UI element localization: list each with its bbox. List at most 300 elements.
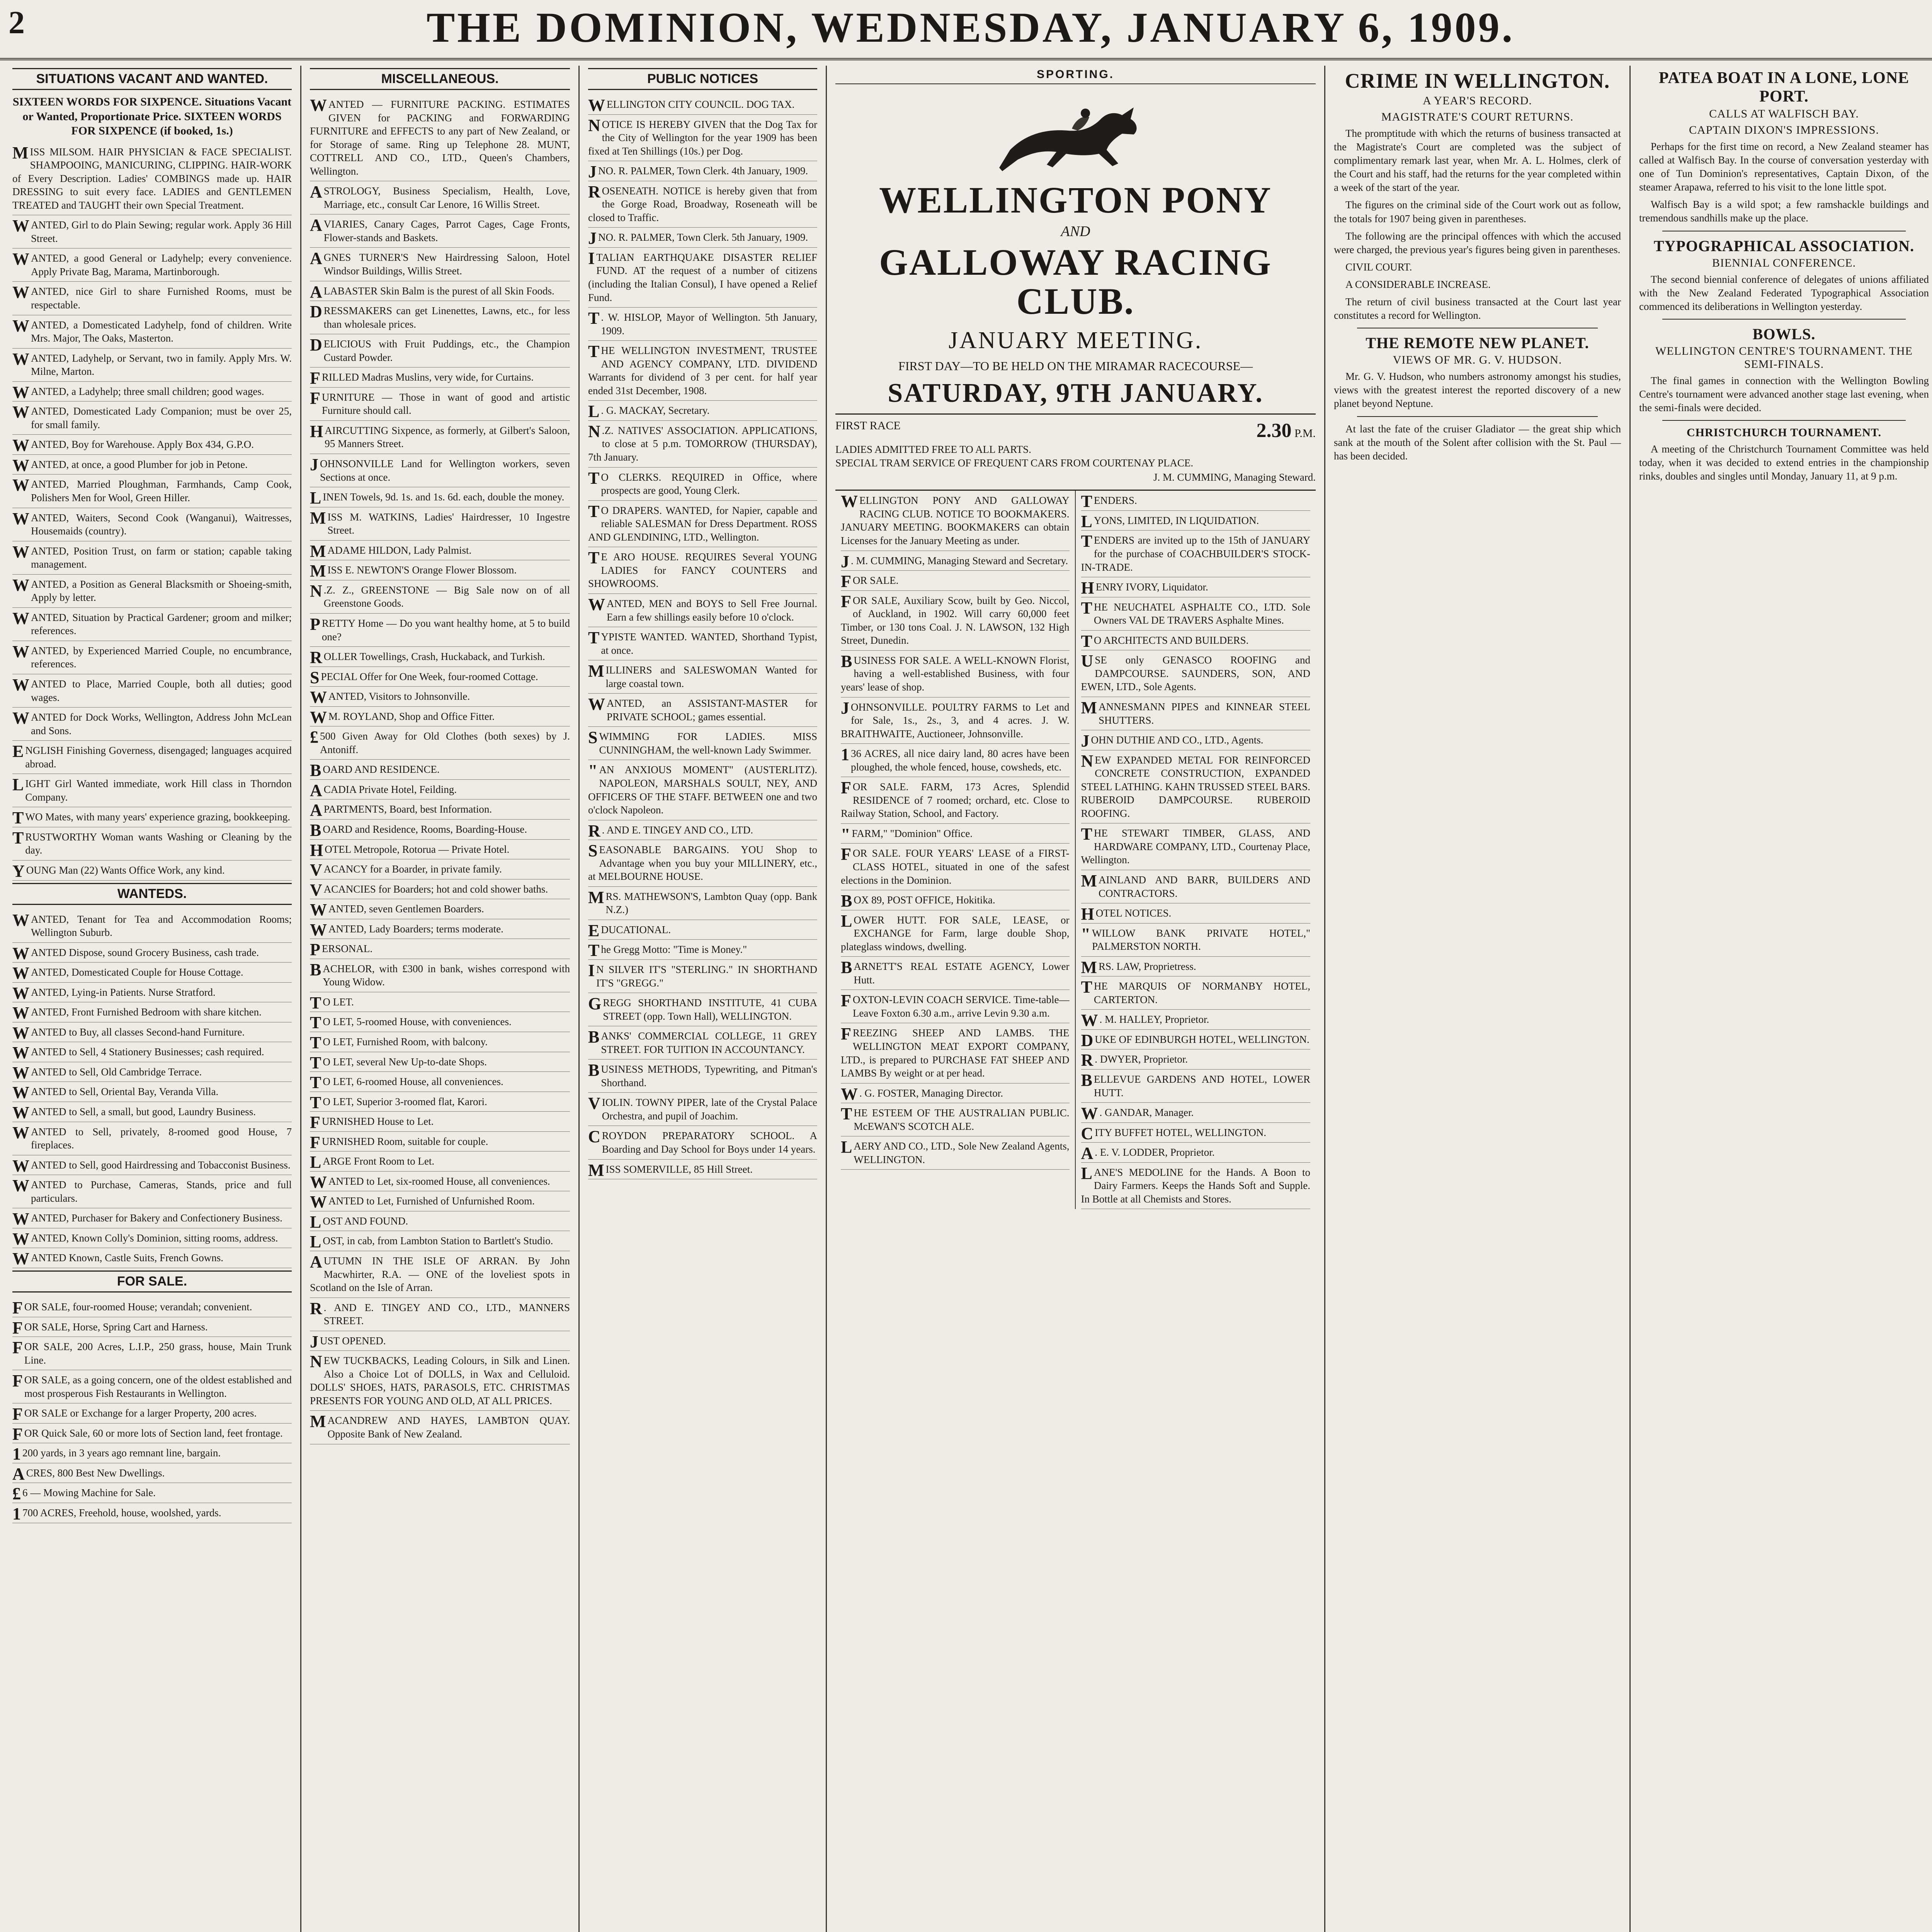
article-subtitle: A YEAR'S RECORD. [1423,94,1532,107]
ad-text: OST, in cab, from Lambton Station to Bartlett's Studio. [323,1235,553,1247]
classified-ad [588,547,817,594]
classified-ad [1081,511,1311,531]
ad-text: he Gregg Motto: "Time is Money." [601,944,747,956]
classified-ad [588,940,817,960]
classified-ad [310,840,570,860]
ad-text: UTUMN IN THE ISLE OF ARRAN. By John Macwhirter, R.A. — ONE of the loveliest spots in Scotland on the Isle of Arran. [310,1255,570,1294]
ad-text: ANTED to Sell, 4 Stationery Businesses; cash required. [31,1046,264,1058]
classified-ad [588,960,817,993]
ad-text: OTEL NOTICES. [1095,907,1172,919]
drop-capital: W [12,476,29,495]
classified-ad [841,491,1070,551]
ad-text: HE WELLINGTON INVESTMENT, TRUSTEE AND AGENCY COMPANY, LTD. DIVIDEND Warrants for dividend of 3 per cent. for half year ended 31st December, 1908. [588,345,817,396]
ad-text: ROYDON PREPARATORY SCHOOL. A Boarding and Day School for Boys under 14 years. [602,1130,817,1155]
drop-capital: F [841,572,851,591]
drop-capital: L [310,1153,321,1172]
ad-text: ANTED Known, Castle Suits, French Gowns. [31,1252,223,1264]
drop-capital: 1 [12,1444,21,1464]
drop-capital: T [588,628,600,648]
ad-text: OARD AND RESIDENCE. [323,764,440,776]
ad-text: ENRY IVORY, Liquidator. [1095,581,1208,593]
classified-ad [310,1151,570,1172]
ad-list [12,910,292,1268]
ad-text: OXTON-LEVIN COACH SERVICE. Time-table—Leave Foxton 6.30 a.m., arrive Levin 9.30 a.m. [852,994,1070,1019]
ad-text: EASONABLE BARGAINS. YOU Shop to Advantage when you buy your MILLINERY, etc., at MELBOURNE HOUSE. [588,844,817,883]
classified-ad [12,541,292,575]
classified-ad [1081,597,1311,631]
ad-text: SE only GENASCO ROOFING and DAMPCOURSE. SAUNDERS, SON, AND EWEN, LTD., Sole Agents. [1081,654,1310,693]
ad-text: OR Quick Sale, 60 or more lots of Section land, feet frontage. [24,1427,283,1439]
ad-text: NGLISH Finishing Governess, disengaged; languages acquired abroad. [25,745,292,770]
first-race-time: 2.30 [1256,420,1292,442]
ad-text: OST AND FOUND. [323,1215,408,1227]
drop-capital: D [310,302,322,321]
ad-text: UST OPENED. [320,1335,386,1347]
classified-ad [1081,631,1311,651]
ad-text: ANTED, at once, a good Plumber for job in Petone. [31,458,248,470]
drop-capital: W [12,1229,29,1248]
drop-capital: P [310,940,320,959]
ad-text: ANTED, Situation by Practical Gardener; groom and milker; references. [31,611,292,637]
paragraph: Walfisch Bay is a wild spot; a few ramshackle buildings and tremendous sandhills make up the place. [1639,199,1929,224]
drop-capital: T [588,548,600,568]
drop-capital: J [310,1332,318,1351]
tram-note: SPECIAL TRAM SERVICE OF FREQUENT CARS FROM COURTENAY PLACE. [835,457,1194,469]
ad-text: INEN Towels, 9d. 1s. and 1s. 6d. each, double the money. [323,491,565,503]
drop-capital: A [310,216,322,235]
column-miscellaneous [301,66,580,1932]
drop-capital: W [12,383,29,402]
classified-ad [310,1211,570,1231]
paragraph: CIVIL COURT. [1345,261,1412,273]
classified-ad [841,1136,1070,1170]
classified-ad [1081,730,1311,750]
classified-ad [1081,1163,1311,1209]
classified-ad [310,367,570,388]
gladiator-text: At last the fate of the cruiser Gladiator — the great ship which sank at the mouth of the Solent after collision with the St. Paul — has been decided. [1334,423,1621,462]
drop-capital: B [310,820,321,840]
classified-ad [12,1122,292,1155]
classified-ad [1081,750,1311,824]
drop-capital: F [841,991,851,1010]
classified-ad [12,349,292,382]
ad-text: 500 Given Away for Old Clothes (both sexes) by J. Antoniff. [320,730,570,755]
typo-title: TYPOGRAPHICAL ASSOCIATION. [1653,237,1915,255]
drop-capital: W [310,1172,327,1192]
classified-ad [310,301,570,334]
drop-capital: T [1081,598,1092,617]
ad-text: ANTED to Place, Married Couple, both all duties; good wages. [31,678,292,703]
newspaper-title: THE DOMINION, WEDNESDAY, JANUARY 6, 1909. [426,4,1515,51]
ad-text: ACANCIES for Boarders; hot and cold shower baths. [323,883,548,895]
bowls-subtitle: WELLINGTON CENTRE'S TOURNAMENT. THE SEMI-FINALS. [1655,344,1913,371]
ad-list-right [1076,491,1316,1209]
drop-capital: W [12,1209,29,1229]
drop-capital: W [12,1156,29,1175]
drop-capital: T [588,468,600,488]
ad-text: OARD and Residence, Rooms, Boarding-House. [323,823,527,835]
divider [1662,420,1906,421]
ad-text: .Z. Z., GREENSTONE — Big Sale now on of all Greenstone Goods. [323,584,570,609]
classified-ad [588,1026,817,1060]
classified-ad [310,859,570,879]
ad-text: USINESS FOR SALE. A WELL-KNOWN Florist, having a well-established Business, with four years' lease of shop. [841,654,1070,693]
section-heading: FOR SALE. [12,1270,292,1293]
classified-ad [841,910,1070,957]
ad-text: HE MARQUIS OF NORMANBY HOTEL, CARTERTON. [1094,980,1310,1005]
ad-text: ISS MILSOM. HAIR PHYSICIAN & FACE SPECIALIST. SHAMPOOING, MANICURING, CLIPPING. HAIR-WORK of Every Description. Ladies' COMBINGS made up. HAIR DRESSING to suit every face. LADIES and GENTLEMEN TREATED and TAUGHT their own Special Treatment. [12,146,292,211]
rates-note: SIXTEEN WORDS FOR SIXPENCE. Situations Vacant or Wanted, Proportionate Price. SIXTEEN WORDS FOR SIXPENCE (if booked, 1s.) [12,95,292,137]
classified-ad [310,248,570,281]
ad-text: ELICIOUS with Fruit Puddings, etc., the Champion Custard Powder. [323,338,570,363]
ad-text: ANTED to Let, Furnished of Unfurnished Room. [328,1195,535,1207]
classified-ad [588,161,817,181]
ad-text: ARGE Front Room to Let. [323,1155,435,1167]
ad-text: ANTED to Sell, Old Cambridge Terrace. [31,1066,202,1078]
classified-ad [310,580,570,614]
ad-text: ANTED, seven Gentlemen Boarders. [328,903,484,915]
ad-text: OR SALE, as a going concern, one of the oldest established and most prosperous Fish Restaurants in Wellington. [24,1374,292,1399]
ad-text: ANTED, Visitors to Johnsonville. [328,690,470,702]
drop-capital: W [588,695,605,714]
classified-ad [588,660,817,694]
classified-ad [588,760,817,820]
ad-text: RESSMAKERS can get Linenettes, Lawns, etc., for less than wholesale prices. [323,305,570,330]
ad-text: ITY BUFFET HOTEL, WELLINGTON. [1095,1126,1266,1138]
ad-text: OR SALE, Horse, Spring Cart and Harness. [24,1321,208,1333]
ad-text: RS. LAW, Proprietress. [1099,960,1196,972]
classified-ad [310,1231,570,1251]
racehorse-illustration [995,92,1157,177]
ad-text: OTICE IS HEREBY GIVEN that the Dog Tax for the City of Wellington for the year 1909 has been fixed at Ten Shillings (10s.) per Dog. [588,118,817,157]
drop-capital: V [588,1094,600,1113]
ad-text: ANTED to Sell, Oriental Bay, Veranda Villa. [31,1086,219,1098]
classified-ad [310,1052,570,1072]
drop-capital: W [12,1043,29,1063]
club-name-line2: GALLOWAY RACING CLUB. [879,241,1272,322]
drop-capital: M [1081,698,1097,717]
drop-capital: R [310,1299,322,1318]
drop-capital: W [12,675,29,694]
classified-ad [841,571,1070,591]
ad-text: N SILVER IT'S "STERLING." IN SHORTHAND IT'S "GREGG." [596,963,817,989]
ad-text: ANTED, a Ladyhelp; three small children; good wages. [31,385,264,397]
classified-ad [841,591,1070,651]
drop-capital: W [12,403,29,422]
classified-ad [310,388,570,421]
classified-ad [12,707,292,741]
ad-text: 200 yards, in 3 years ago remnant line, bargain. [22,1447,221,1459]
classified-ad [12,1102,292,1122]
classified-ad [588,95,817,115]
classified-ad [310,1251,570,1298]
classified-ad [310,667,570,687]
classified-ad [12,910,292,943]
classified-ad [1081,1070,1311,1103]
drop-capital: B [310,960,321,979]
classified-ad [12,963,292,983]
drop-capital: J [841,552,849,571]
classified-ad [841,744,1070,777]
drop-capital: L [588,402,600,421]
ad-text: PARTMENTS, Board, best Information. [323,803,492,815]
drop-capital: B [1081,1070,1092,1090]
classified-ad [310,780,570,800]
ad-text: LABASTER Skin Balm is the purest of all Skin Foods. [323,285,554,297]
drop-capital: W [12,283,29,302]
drop-capital: R [310,648,322,667]
drop-capital: W [12,1063,29,1082]
ad-text: AN ANXIOUS MOMENT" (AUSTERLITZ). NAPOLEON, MARSHALS SOULT, NEY, AND OFFICERS OF THE STAFF. BETWEEN one and two o'clock Napoleon. [588,764,817,816]
ad-text: O LET, 6-roomed House, all conveniences. [323,1076,503,1088]
drop-capital: H [1081,905,1094,924]
ad-text: 36 ACRES, all nice dairy land, 80 acres have been ploughed, the whole fenced, house, cowsheds, etc. [851,748,1070,773]
classified-ad [588,993,817,1026]
classified-ad [310,1351,570,1411]
classified-ad [310,879,570,900]
drop-capital: W [12,944,29,963]
drop-capital: M [588,888,604,907]
drop-capital: L [1081,512,1092,531]
drop-capital: N [310,1352,322,1371]
first-race-pm: P.M. [1294,427,1316,440]
ad-text: EW EXPANDED METAL FOR REINFORCED CONCRETE CONSTRUCTION, EXPANDED STEEL LATHING. KAHN TRUSSED STEEL BARS. RUBEROID DAMPCOURSE. RUBEROID ROOFING. [1081,754,1310,819]
drop-capital: G [588,994,602,1014]
section-heading: MISCELLANEOUS. [310,68,570,90]
classified-ad [1081,823,1311,870]
ad-text: OLLER Towellings, Crash, Huckaback, and Turkish. [323,651,545,663]
classified-ad [12,983,292,1003]
classified-ad [310,181,570,214]
ad-text: . M. CUMMING, Managing Steward and Secretary. [851,554,1068,566]
drop-capital: N [588,116,600,135]
drop-capital: W [12,1249,29,1269]
ad-text: ANTED, Ladyhelp, or Servant, two in family. Apply Mrs. W. Milne, Marton. [31,352,292,378]
ad-text: OR SALE, 200 Acres, L.I.P., 250 grass, house, Main Trunk Line. [24,1341,292,1366]
drop-capital: S [588,841,598,861]
ad-text: OR SALE. FOUR YEARS' LEASE of a FIRST-CLASS HOTEL, situated in one of the safest elections in the Dominion. [841,847,1070,886]
ad-list [588,95,817,1179]
ad-text: ANTED, an ASSISTANT-MASTER for PRIVATE SCHOOL; games essential. [607,697,817,723]
classified-ad [1081,1103,1311,1123]
drop-capital: T [588,342,600,361]
classified-ad [310,687,570,707]
classified-ad [12,1463,292,1483]
drop-capital: L [310,488,321,508]
drop-capital: 1 [841,745,849,764]
drop-capital: H [310,840,323,860]
drop-capital: V [310,861,322,880]
ad-text: YONS, LIMITED, IN LIQUIDATION. [1094,514,1259,526]
ad-text: OR SALE. FARM, 173 Acres, Splendid RESIDENCE of 7 roomed; orchard, etc. Close to Railway Station, School, and Factory. [841,781,1070,820]
drop-capital: Y [12,862,25,881]
drop-capital: T [310,1013,321,1032]
paragraph: The figures on the criminal side of the Court work out as follow, the totals for 1907 being given in parentheses. [1334,199,1621,224]
classified-ad [1081,976,1311,1010]
drop-capital: T [12,808,24,828]
classified-ad [310,1092,570,1112]
classified-ad [12,282,292,315]
drop-capital: W [12,575,29,595]
ad-text: REEZING SHEEP AND LAMBS. THE WELLINGTON MEAT EXPORT COMPANY, LTD., is prepared to PURCHASE FAT SHEEP AND LAMBS By weight or at per head. [841,1027,1070,1079]
classified-ad [310,541,570,561]
classified-ad [310,1331,570,1351]
drop-capital: T [841,1104,852,1124]
christchurch-title: CHRISTCHURCH TOURNAMENT. [1686,426,1882,439]
ad-text: ANTED to Buy, all classes Second-hand Furniture. [31,1026,245,1038]
classified-ad [310,1032,570,1052]
ad-text: ANTED, Waiters, Second Cook (Wanganui), Waitresses, Housemaids (country). [31,512,292,537]
ad-text: FARM," "Dominion" Office. [852,827,973,839]
section-heading: PUBLIC NOTICES [588,68,817,90]
classified-ad [1081,903,1311,923]
ad-text: . GANDAR, Manager. [1099,1107,1194,1119]
ad-text: OTEL Metropole, Rotorua — Private Hotel. [325,843,510,855]
drop-capital: F [310,1133,320,1152]
drop-capital: A [310,1252,322,1271]
ad-text: ELLINGTON PONY AND GALLOWAY RACING CLUB. NOTICE TO BOOKMAKERS. JANUARY MEETING. BOOKMAKERS can obtain Licenses for the January Meeting as under. [841,495,1070,547]
drop-capital: B [310,761,321,780]
ad-text: ANTED, nice Girl to share Furnished Rooms, must be respectable. [31,286,292,311]
section-heading: SITUATIONS VACANT AND WANTED. [12,68,292,90]
classified-ad [12,142,292,216]
planet-text: Mr. G. V. Hudson, who numbers astronomy amongst his studies, views with the greatest interest the reported discovery of a new planet beyond Neptune. [1334,371,1621,410]
meeting-title: JANUARY MEETING. [948,327,1203,354]
drop-capital: J [588,162,597,182]
ad-text: ANTED, Boy for Warehouse. Apply Box 434, G.P.O. [31,439,254,451]
ad-text: OSENEATH. NOTICE is hereby given that from the Gorge Road, Broadway, Roseneath will be closed to Traffic. [588,185,817,223]
ad-text: EW TUCKBACKS, Leading Colours, in Silk and Linen. Also a Choice Lot of DOLLS, in Wax and Celluloid. DOLLS' SHOES, HATS, PARASOLS, ETC. CHRISTMAS PRESENTS FOR YOUNG AND OLD, AT ALL PRICES. [310,1355,570,1406]
ad-text: ANTED, a Position as General Blacksmith or Shoeing-smith, Apply by letter. [31,578,292,604]
ad-text: TALIAN EARTHQUAKE DISASTER RELIEF FUND. AT the request of a number of citizens (including the Italian Consul), I have opened a Relief Fund. [588,251,817,303]
drop-capital: M [1081,957,1097,977]
drop-capital: F [12,1405,23,1424]
bowls-title: BOWLS. [1752,325,1816,343]
classified-ad [12,248,292,282]
ad-text: URNISHED Room, suitable for couple. [321,1135,488,1147]
classified-ad [588,727,817,760]
classified-ad [1081,1123,1311,1143]
bowls-text: The final games in connection with the Wellington Bowling Centre's tournament were advanced another stage last evening, when the semi-finals were decided. [1639,374,1929,414]
drop-capital: F [12,1298,23,1317]
drop-capital: W [310,707,327,727]
drop-capital: T [310,993,321,1012]
classified-ad [588,421,817,468]
ad-text: NO. R. PALMER, Town Clerk. 4th January, 1909. [598,165,808,177]
ad-text: AIRCUTTING Sixpence, as formerly, at Gilbert's Saloon, 95 Manners Street. [325,424,570,450]
drop-capital: F [12,1318,23,1337]
ad-text: O LET, Furnished Room, with balcony. [323,1036,488,1048]
ad-text: OR SALE, four-roomed House; verandah; convenient. [24,1301,252,1313]
planet-subtitle: VIEWS OF MR. G. V. HUDSON. [1393,354,1562,367]
meeting-date: SATURDAY, 9TH JANUARY. [835,378,1316,415]
classified-ad [588,694,817,727]
drop-capital: W [12,509,29,528]
classified-ad [12,1022,292,1043]
ad-text: WILLOW BANK PRIVATE HOTEL," PALMERSTON NORTH. [1092,927,1310,952]
classified-ad [588,920,817,940]
classified-ad [1081,1049,1311,1070]
classified-ad [12,641,292,674]
drop-capital: W [310,920,327,939]
classified-ad [12,861,292,881]
ad-text: ANTED, a Domesticated Ladyhelp, fond of children. Write Mrs. Major, The Oaks, Masterton. [31,319,292,344]
ad-list [310,95,570,1444]
ad-text: O DRAPERS. WANTED, for Napier, capable and reliable SALESMAN for Dress Department. ROSS AND GLENDINING, LTD., Wellington. [588,504,817,543]
classified-ad [1081,697,1311,730]
ad-text: ANTED, Purchaser for Bakery and Confectionery Business. [31,1212,282,1224]
ad-text: ACANDREW AND HAYES, LAMBTON QUAY. Opposite Bank of New Zealand. [327,1415,570,1440]
patea-title: PATEA BOAT IN A LONE, LONE PORT. [1658,69,1910,105]
classified-ad [310,820,570,840]
drop-capital: R [588,182,600,201]
ad-text: OWER HUTT. FOR SALE, LEASE, or EXCHANGE for Farm, large double Shop, plateglass windows, dwelling. [841,914,1070,952]
ad-text: ANNESMANN PIPES and KINNEAR STEEL SHUTTERS. [1099,701,1310,726]
drop-capital: " [1081,924,1090,944]
classified-ad [310,1132,570,1152]
drop-capital: L [841,1138,852,1157]
classified-ad [12,215,292,248]
ad-text: OHNSONVILLE Land for Wellington workers, seven Sections at once. [320,458,570,483]
classified-ad [12,1002,292,1022]
classified-ad [310,560,570,580]
classified-ad [1081,1010,1311,1030]
drop-capital: S [310,668,320,687]
classified-ad [841,1103,1070,1136]
classified-ad [12,1370,292,1403]
classified-ad [12,1443,292,1463]
drop-capital: R [1081,1051,1094,1070]
classified-ad [310,919,570,939]
drop-capital: B [588,1061,600,1080]
classified-ad [310,1012,570,1032]
classified-ad [588,1160,817,1180]
ad-text: . G. MACKAY, Secretary. [601,405,710,417]
divider [1662,319,1906,320]
drop-capital: W [841,1084,858,1104]
ad-text: HE ESTEEM OF THE AUSTRALIAN PUBLIC. McEWAN'S SCOTCH ALE. [854,1107,1070,1132]
ad-text: ANTED to Purchase, Cameras, Stands, price and full particulars. [31,1179,292,1204]
drop-capital: W [1081,1104,1098,1123]
drop-capital: M [588,1160,604,1180]
club-name-line1: WELLINGTON PONY [879,179,1272,221]
classified-ad [1081,1030,1311,1050]
ad-text: RILLED Madras Muslins, very wide, for Curtains. [321,371,534,383]
ad-text: E ARO HOUSE. REQUIRES Several YOUNG LADIES for FANCY COUNTERS and SHOWROOMS. [588,551,817,590]
drop-capital: D [310,335,322,355]
drop-capital: L [310,1232,321,1252]
typo-subtitle: BIENNIAL CONFERENCE. [1712,256,1856,269]
ad-text: CRES, 800 Best New Dwellings. [26,1467,165,1479]
column-situations [4,66,301,1932]
drop-capital: W [310,688,327,707]
drop-capital: P [310,614,320,634]
drop-capital: M [588,662,604,681]
drop-capital: H [310,422,323,441]
sporting-label: SPORTING. [835,66,1316,84]
drop-capital: W [12,349,29,369]
article-body [1639,140,1929,225]
classified-ad [588,594,817,627]
drop-capital: W [12,709,29,728]
ad-text: URNISHED House to Let. [321,1116,434,1128]
drop-capital: T [12,828,24,847]
classified-ad [1081,577,1311,597]
classified-ad [12,1297,292,1317]
drop-capital: I [588,248,595,268]
classified-ad [12,455,292,475]
drop-capital: A [1081,1144,1094,1163]
